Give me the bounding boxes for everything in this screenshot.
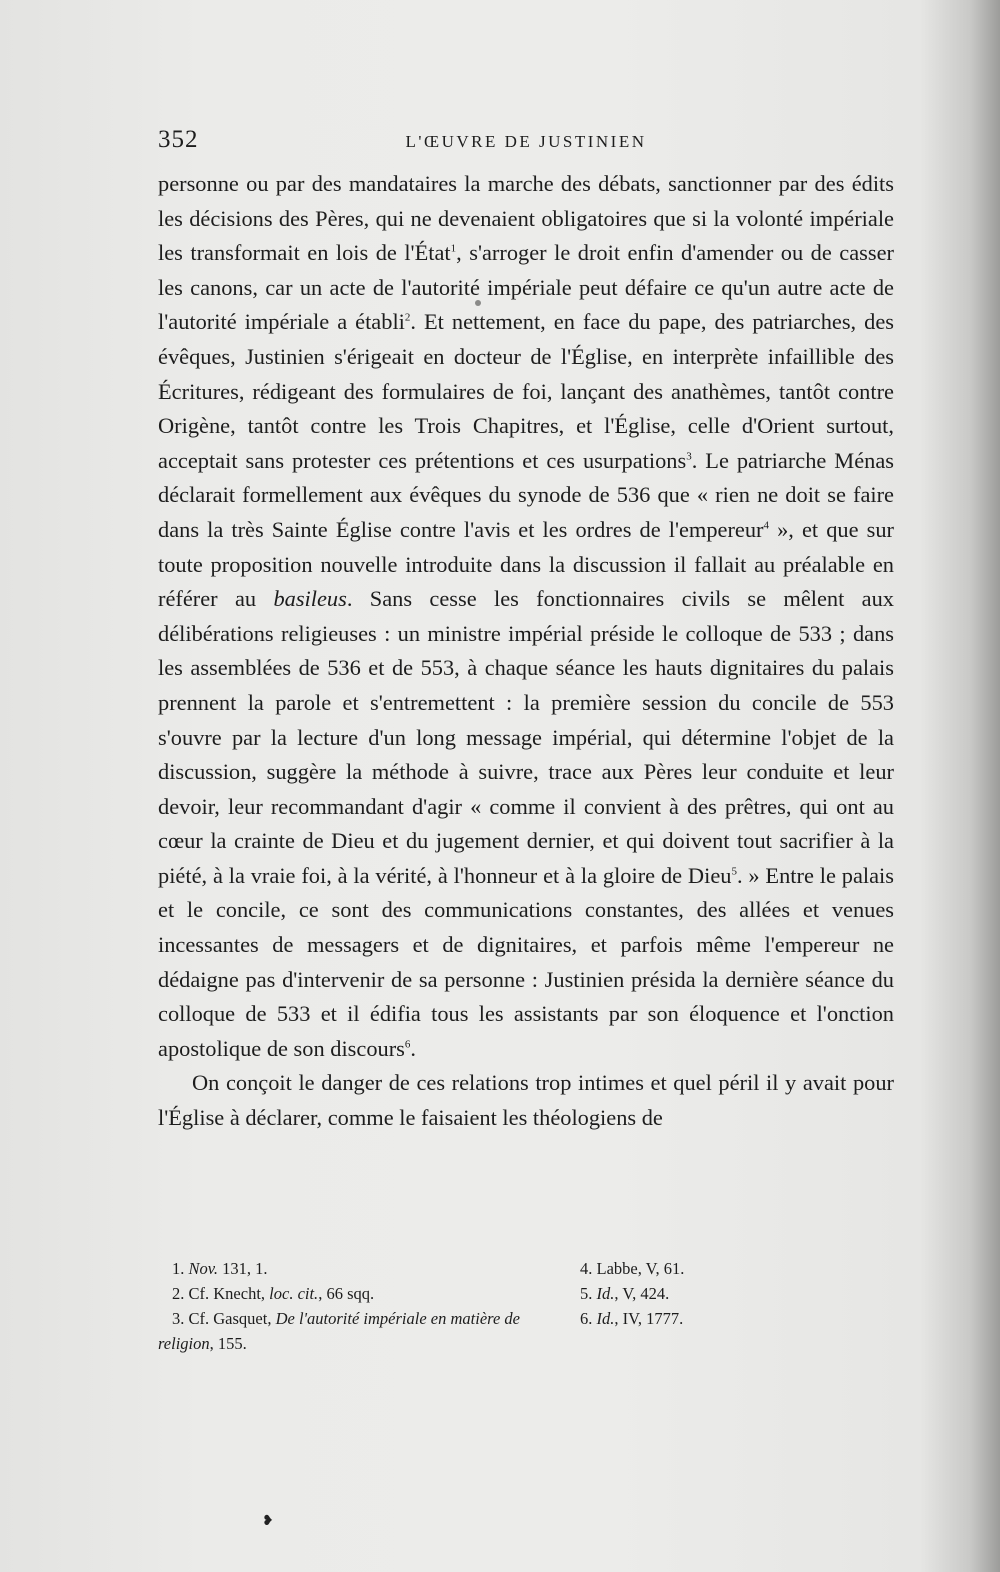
footnote-text: Labbe, V, 61. bbox=[596, 1259, 685, 1278]
footnote-1 bbox=[158, 1256, 538, 1281]
footnote-ref: 2 bbox=[404, 311, 411, 324]
footnote-5 bbox=[566, 1281, 806, 1306]
footnote-text: , 155. bbox=[209, 1334, 247, 1353]
footnote-number: 1. bbox=[172, 1259, 189, 1278]
text-segment: . bbox=[410, 1035, 416, 1061]
text-segment: . Sans cesse les fonctionnaires civils se mêlent aux délibérations religieuses : un ministre impérial préside le colloque de 533 ; dans les assemblées de 536 et de 553, à chaque séance les hauts dignitaires du palais prennent la parole et s'entremettent : la première session du concile de 553 s'ouvre par la lecture d'un long message impérial, qui détermine l'objet de la discussion, suggère la méthode à suivre, trace aux Pères leur conduite et leur devoir, leur recommandant d'agir « comme il convient à des prêtres, qui ont au cœur la crainte de Dieu et du jugement dernier, et qui doivent tout sacrifier à la piété, à la vraie foi, à la vérité, à l'honneur et à la gloire de Dieu bbox=[158, 586, 894, 888]
footnote-number: 3. bbox=[172, 1309, 189, 1328]
footnote-text: Cf. Gasquet, bbox=[188, 1309, 276, 1328]
footnote-4 bbox=[566, 1256, 806, 1281]
footnote-number: 5. bbox=[580, 1284, 597, 1303]
footnote-italic: Id. bbox=[596, 1284, 615, 1303]
text-segment: . Le patriarche Ménas déclarait formellement aux évêques du synode de 536 que « rien ne doit se faire dans la très Sainte Église contre l'avis et les ordres de l'empereur bbox=[158, 447, 894, 542]
text-segment: personne ou par des mandataires la marche des débats, sanctionner par des édits les décisions des Pères, qui ne devenaient obligatoires que si la volonté impériale les transformait en lois de l'État bbox=[158, 171, 894, 266]
footnote-text: , 66 sqq. bbox=[318, 1284, 375, 1303]
footnote-ref: 6 bbox=[404, 1038, 411, 1051]
running-head bbox=[158, 126, 894, 158]
paragraph-2: On conçoit le danger de ces relations trop intimes et quel péril il y avait pour l'Église à déclarer, comme le faisaient les théologiens de bbox=[158, 1070, 894, 1131]
footnote-text: , IV, 1777. bbox=[614, 1309, 684, 1328]
text-segment: », et que sur toute proposition nouvelle introduite dans la discussion il fallait au préalable en référer au bbox=[158, 516, 894, 612]
footnote-text: , V, 424. bbox=[614, 1284, 670, 1303]
ornament-icon: ❥ bbox=[262, 1514, 274, 1529]
text-segment: . » Entre le palais et le concile, ce sont des communications constantes, des allées et venues incessantes de messagers et de dignitaires, et parfois même l'empereur ne dédaigne pas d'intervenir de sa personne : Justinien présida la dernière séance du colloque de 533 et il édifia tous les assistants par son éloquence et l'onction apostolique de son discours bbox=[158, 862, 894, 1061]
footnotes-left-column bbox=[158, 1256, 538, 1356]
text-segment: . Et nettement, en face du pape, des patriarches, des évêques, Justinien s'érigeait en docteur de l'Église, en interprète infaillible des Écritures, rédigeant des formulaires de foi, lançant des anathèmes, tantôt contre Origène, tantôt contre les Trois Chapitres, et l'Église, celle d'Orient surtout, acceptait sans protester ces prétentions et ces usurpations bbox=[158, 309, 894, 473]
footnote-italic: loc. cit. bbox=[269, 1284, 319, 1303]
footnote-text: Cf. Knecht, bbox=[188, 1284, 270, 1303]
footnote-ref: 1 bbox=[450, 242, 457, 255]
footnote-number: 2. bbox=[172, 1284, 189, 1303]
footnote-ref: 4 bbox=[763, 519, 770, 532]
body-text bbox=[158, 167, 894, 1136]
italic-term: basileus bbox=[273, 586, 347, 612]
footnote-text: 131, 1. bbox=[217, 1259, 268, 1278]
footnote-italic: Nov. bbox=[188, 1259, 218, 1278]
footnote-number: 4. bbox=[580, 1259, 597, 1278]
page-number: 352 bbox=[158, 126, 199, 153]
footnotes-right-column bbox=[566, 1256, 806, 1331]
running-title: L'ŒUVRE DE JUSTINIEN bbox=[405, 132, 647, 151]
footnote-italic: Id. bbox=[596, 1309, 615, 1328]
footnote-ref: 3 bbox=[686, 450, 692, 463]
footnote-2 bbox=[158, 1281, 538, 1306]
footnote-number: 6. bbox=[580, 1309, 597, 1328]
footnote-ref: 5 bbox=[731, 865, 737, 878]
footnote-italic: De l'autorité impériale en matière de religion bbox=[158, 1309, 520, 1353]
footnote-3 bbox=[158, 1306, 538, 1356]
paragraph-1 bbox=[158, 167, 894, 1066]
text-segment: , s'arroger le droit enfin d'amender ou de casser les canons, car un acte de l'autorité impériale peut défaire ce qu'un autre acte de l'autorité impériale a établi bbox=[158, 240, 894, 335]
footnote-6 bbox=[566, 1306, 806, 1331]
